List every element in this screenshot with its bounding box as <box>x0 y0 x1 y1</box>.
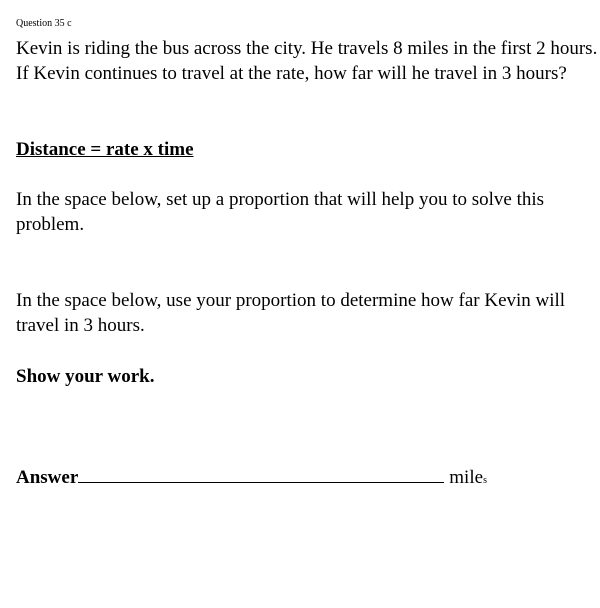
answer-row <box>16 464 487 493</box>
problem-text: Kevin is riding the bus across the city. He travels 8 miles in the first 2 hours. If Kevin continues to travel at the rate, how far will he travel in 3 hours? <box>16 38 598 84</box>
answer-unit: mile <box>449 467 484 488</box>
setup-instruction: In the space below, set up a proportion that will help you to solve this problem. <box>16 189 545 235</box>
solve-instruction: In the space below, use your proportion to determine how far Kevin will travel in 3 hours. <box>16 290 566 336</box>
answer-label: Answer <box>16 467 79 488</box>
question-number: Question 35 c <box>16 18 72 29</box>
show-work-label: Show your work. <box>16 366 155 387</box>
formula-heading: Distance = rate x time <box>16 139 194 160</box>
answer-unit-suffix: s <box>483 475 487 486</box>
answer-blank[interactable] <box>78 464 444 483</box>
